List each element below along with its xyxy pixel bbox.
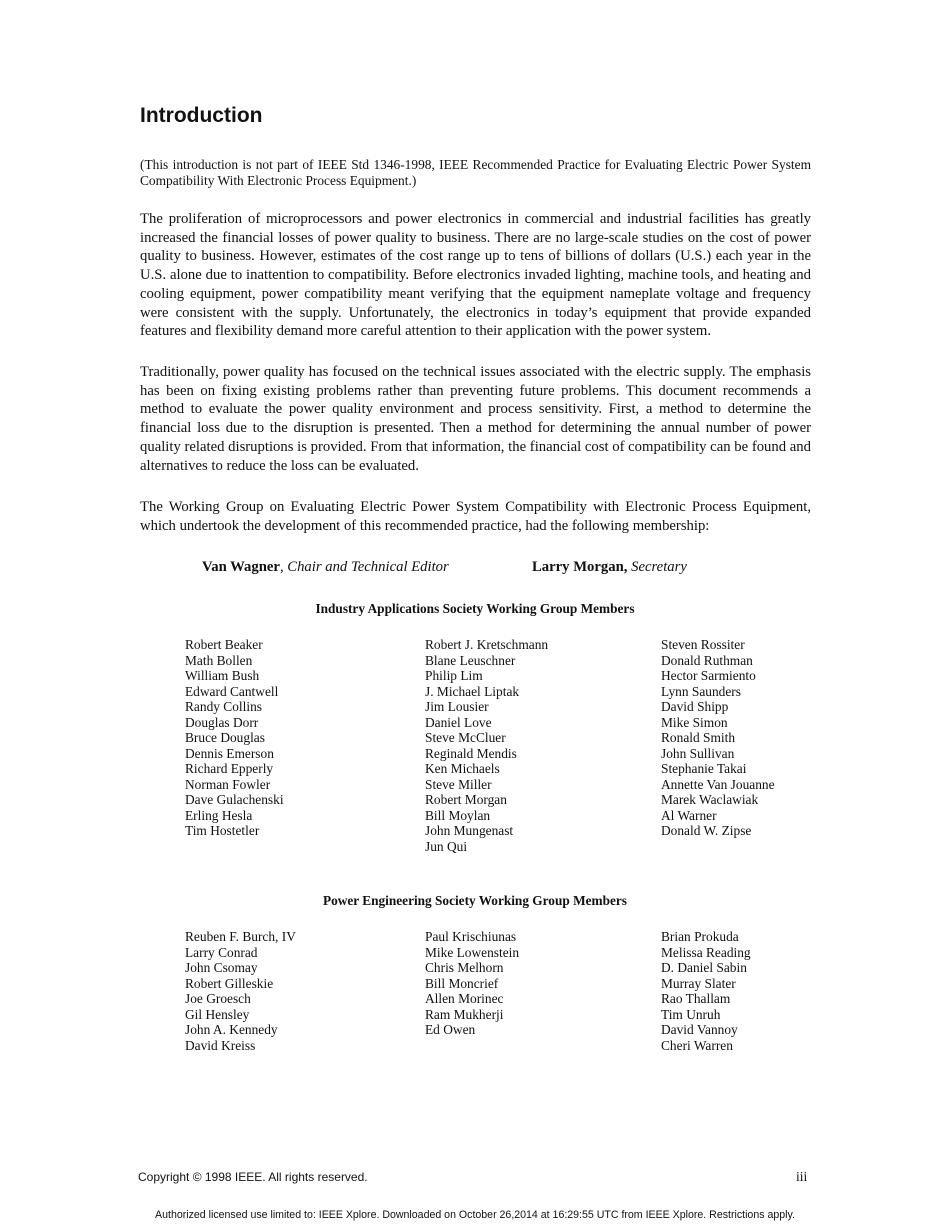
member-name: Blane Leuschner [425,652,516,668]
ias-group-heading: Industry Applications Society Working Group Members [315,601,635,616]
member-name: Tim Hostetler [185,823,260,838]
paragraph-3: The Working Group on Evaluating Electric Power System Compatibility with Electronic Process Equipment, which undertook the development of this recommended practice, had the following membership: [140,499,811,534]
secretary-name: Larry Morgan, [532,559,628,575]
member-name: Robert Gilleskie [185,975,274,991]
pes-members-column-1 [185,929,296,1053]
member-name: Paul Krischiunas [425,929,517,944]
license-notice: Authorized licensed use limited to: IEEE Xplore. Downloaded on October 26,2014 at 16:29:55 UTC from IEEE Xplore. Restrictions apply. [155,1209,795,1221]
paragraph-1: The proliferation of microprocessors and power electronics in commercial and industrial facilities has greatly increased the financial losses of power quality to business. There are no large-scale studies on the cost of power quality to business. However, estimates of the cost range up to tens of billions of dollars (U.S.) each year in the U.S. alone due to inattention to compatibility. Before electronics invaded lighting, machine tools, and heating and cooling equipment, power compatibility meant verifying that the equipment nameplate voltage and frequency were consistent with the supply. Unfortunately, the electronics in today’s equipment that provide expanded features and flexibility demand more careful attention to their application with the power system. [140,211,811,340]
member-name: Al Warner [661,807,717,823]
member-name: Ed Owen [425,1022,476,1037]
member-name: Donald Ruthman [661,652,753,668]
member-name: Chris Melhorn [425,960,504,975]
member-name: Randy Collins [185,699,263,714]
member-name: John Csomay [185,960,258,975]
copyright-notice: Copyright © 1998 IEEE. All rights reserved. [138,1170,368,1184]
member-name: Rao Thallam [661,991,731,1006]
pes-members-column-2 [425,929,519,1038]
chair-line: Van Wagner, Chair and Technical Editor [202,559,449,575]
member-name: Ken Michaels [425,761,500,776]
pes-members-column-3 [661,929,751,1053]
member-name: Marek Waclawiak [661,792,759,807]
member-name: Larry Conrad [185,944,258,960]
member-name: Stephanie Takai [661,761,747,776]
page-number: iii [796,1169,808,1184]
member-name: Math Bollen [185,652,253,668]
member-name: Reginald Mendis [425,745,517,761]
member-name: Steve Miller [425,776,492,792]
member-name: Dennis Emerson [185,745,274,761]
chair-role: Chair and Technical Editor [287,559,449,575]
member-name: Bill Moylan [425,807,491,823]
member-name: Ram Mukherji [425,1006,504,1022]
member-name: Joe Groesch [185,991,251,1006]
member-name: Melissa Reading [661,944,751,960]
chair-name: Van Wagner [202,559,280,575]
member-name: Jim Lousier [425,699,489,714]
member-name: Annette Van Jouanne [661,776,775,792]
member-name: Edward Cantwell [185,683,279,699]
section-title: Introduction [140,104,263,127]
member-name: Erling Hesla [185,807,253,823]
member-name: Mike Simon [661,714,728,730]
pes-group-heading: Power Engineering Society Working Group Members [323,893,627,908]
member-name: Steve McCluer [425,730,506,745]
ias-members-column-2 [425,637,548,854]
member-name: Dave Gulachenski [185,792,284,807]
member-name: Murray Slater [661,975,736,991]
member-name: John A. Kennedy [185,1022,278,1037]
member-name: Lynn Saunders [661,683,741,699]
member-name: Allen Morinec [425,991,504,1006]
member-name: Norman Fowler [185,776,271,792]
member-name: Bruce Douglas [185,730,265,745]
member-name: Donald W. Zipse [661,823,752,838]
ias-members-column-1 [185,637,284,839]
member-name: Mike Lowenstein [425,944,520,960]
member-name: Gil Hensley [185,1006,250,1022]
member-name: Steven Rossiter [661,637,745,652]
member-name: David Shipp [661,699,729,714]
member-name: Jun Qui [425,838,468,854]
member-name: Philip Lim [425,668,483,683]
member-name: Reuben F. Burch, IV [185,929,296,944]
member-name: Robert J. Kretschmann [425,637,549,652]
member-name: David Kreiss [185,1037,256,1053]
paragraph-2: Traditionally, power quality has focused on the technical issues associated with the electric supply. The emphasis has been on fixing existing problems rather than preventing future problems. This document recommends a method to evaluate the power quality environment and process sensitivity. First, a method to determine the financial loss due to the disruption is presented. Then a method for determining the annual number of power quality related disruptions is provided. From that information, the financial cost of compatibility can be found and alternatives to reduce the loss can be evaluated. [140,364,811,474]
member-name: Ronald Smith [661,730,736,745]
member-name: Bill Moncrief [425,975,499,991]
member-name: John Sullivan [661,745,735,761]
member-name: D. Daniel Sabin [661,960,747,975]
secretary-line [532,559,687,576]
member-name: Brian Prokuda [661,929,739,944]
member-name: Daniel Love [425,714,492,730]
introduction-note: (This introduction is not part of IEEE Std 1346-1998, IEEE Recommended Practice for Evaluating Electric Power System Compatibility With Electronic Process Equipment.) [140,157,811,188]
member-name: Robert Beaker [185,637,263,652]
secretary-role: Secretary [631,559,687,575]
member-name: Richard Epperly [185,761,274,776]
member-name: Douglas Dorr [185,714,259,730]
member-name: Robert Morgan [425,792,507,807]
ias-members-column-3 [661,637,775,839]
member-name: William Bush [185,668,260,683]
member-name: Tim Unruh [661,1006,721,1022]
member-name: Cheri Warren [661,1037,733,1053]
member-name: John Mungenast [425,823,514,838]
member-name: Hector Sarmiento [661,668,756,683]
member-name: J. Michael Liptak [425,683,520,699]
member-name: David Vannoy [661,1022,738,1037]
